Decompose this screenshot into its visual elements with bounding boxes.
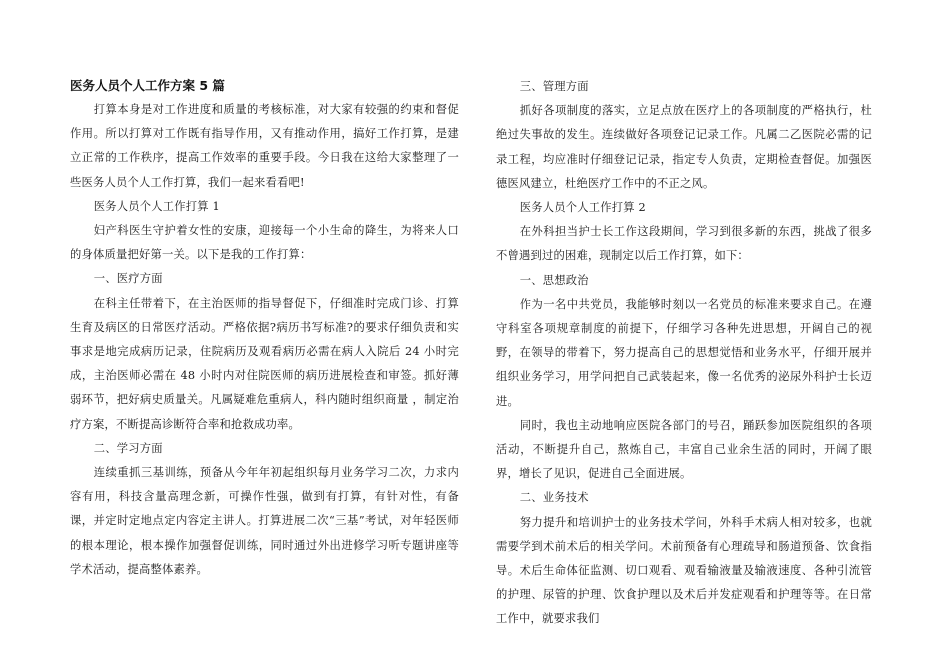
left-column [70,76,459,582]
right-column-body [496,75,872,632]
right-column [496,75,872,632]
paragraph: 同时，我也主动地响应医院各部门的号召，踊跃参加医院组织的各项活动，不断提升自己，熬炼自己，丰富自己业余生活的同时，开阔了眼界，增长了见识，促进自己全面进展。 [496,418,872,481]
section-heading: 一、医疗方面 [93,272,163,286]
section-heading: 医务人员个人工作打算 1 [93,199,220,213]
paragraph: 在科主任带着下，在主治医师的指导督促下，仔细准时完成门诊、打算生育及病区的日常医疗活动。严格依据?病历书写标准?的要求仔细负责和实事求是地完成病历记录，住院病历及观看病历必需在病人入院后 24 小时完成，主治医师必需在 48 小时内对住院医师的病历进展检查和审签。抓好薄弱环节，把好病史质量关。凡属疑难危重病人，科内随时组织商量 ，制定治疗方案，不断提高诊断符合率和抢救成功率。 [70,296,459,431]
section-heading: 三、管理方面 [519,80,589,93]
paragraph: 抓好各项制度的落实，立足点放在医疗上的各项制度的严格执行，杜绝过失事故的发生。连续做好各项登记记录工作。凡属二乙医院必需的记录工程，均应准时仔细登记记录，指定专人负责，定期检查督促。加强医德医风建立，杜绝医疗工作中的不正之风。 [496,104,872,190]
paragraph: 努力提升和培训护士的业务技术学问，外科手术病人相对较多，也就需要学到术前术后的相关学问。术前预备有心理疏导和肠道预备、饮食指导。术后生命体征监测、切口观看、观看输液量及输液速度、各种引流管的护理、尿管的护理、饮食护理以及术后并发症观看和护理等等。在日常工作中，就要求我们 [496,515,872,626]
section-heading: 二、学习方面 [93,441,163,455]
section-heading: 一、思想政治 [519,273,589,287]
paragraph: 作为一名中共党员，我能够时刻以一名党员的标准来要求自己。在遵守科室各项规章制度的前提下，仔细学习各种先进思想，开阔自己的视野，在领导的带着下，努力提高自己的思想觉悟和业务水平，仔细开展并组织业务学习，用学问把自己武装起来，像一名优秀的泌尿外科护士长迈进。 [496,297,872,408]
document-title: 医务人员个人工作方案 5 篇 [70,78,225,93]
paragraph: 妇产科医生守护着女性的安康，迎接每一个小生命的降生，为将来人口的身体质量把好第一关。以下是我的工作打算： [70,224,459,262]
paragraph: 在外科担当护士长工作这段期间，学习到很多新的东西，挑战了很多不曾遇到过的困难，现制定以后工作打算，如下： [496,225,872,263]
paragraph: 打算本身是对工作进度和质量的考核标准，对大家有较强的约束和督促作用。所以打算对工作既有指导作用，又有推动作用，搞好工作打算，是建立正常的工作秩序，提高工作效率的重要手段。今日我在这给大家整理了一些医务人员个人工作打算，我们一起来看看吧! [70,103,459,189]
left-column-body [70,98,459,582]
section-heading: 二、业务技术 [519,491,589,505]
section-heading: 医务人员个人工作打算 2 [519,201,646,215]
paragraph: 连续重抓三基训练，预备从今年年初起组织每月业务学习二次，力求内容有用，科技含量高理念新，可操作性强，做到有打算，有针对性，有备课，并定时定地点定内容定主讲人。打算进展二次“三基”考试，对年轻医师的根本理论，根本操作加强督促训练，同时通过外出进修学习听专题讲座等学术活动，提高整体素养。 [70,466,459,576]
